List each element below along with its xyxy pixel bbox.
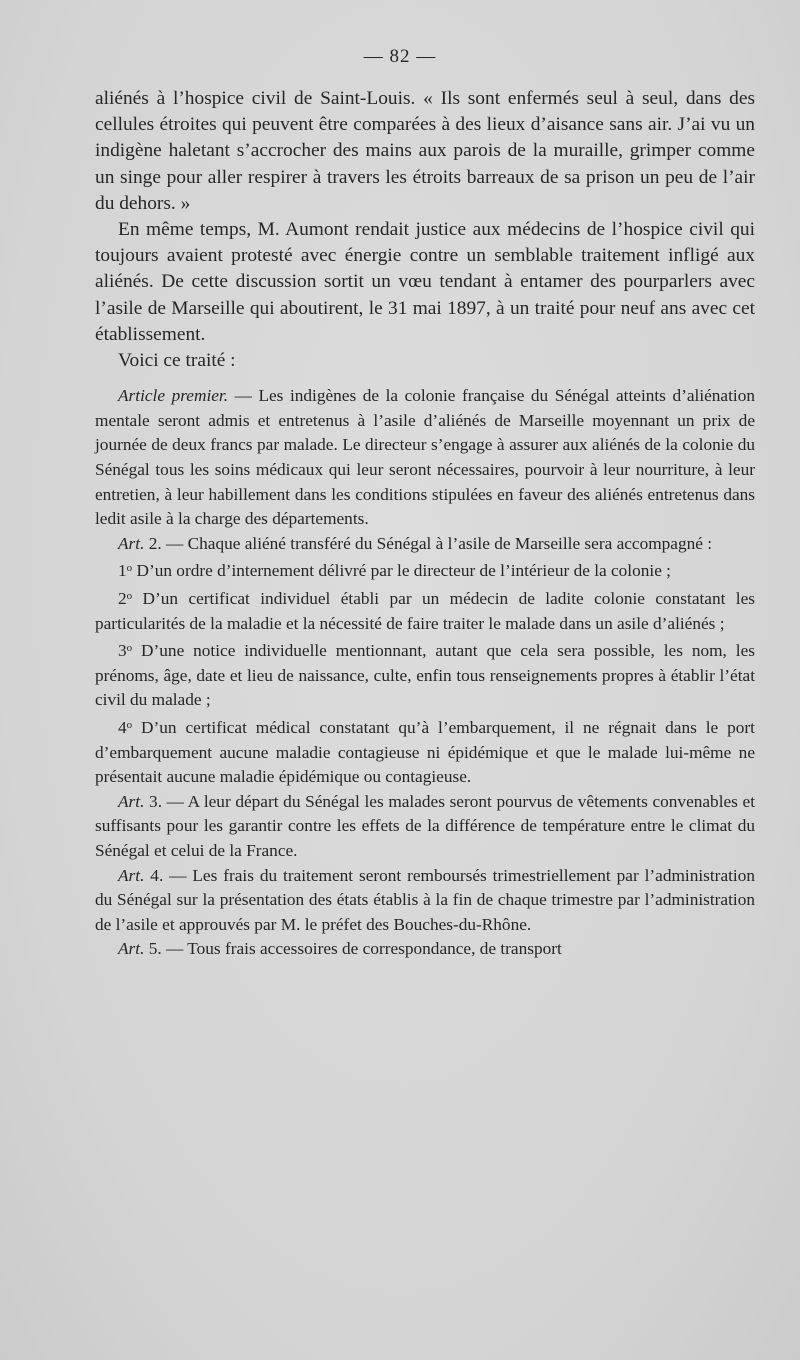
list-item-number: 1 <box>118 561 127 581</box>
page-number: — 82 — <box>363 46 437 67</box>
article-4-label: Art. <box>118 865 145 885</box>
list-item-number: 4 <box>118 717 127 737</box>
ordinal-mark: o <box>126 718 133 731</box>
list-item-1 <box>95 556 755 584</box>
list-item-4 <box>95 713 755 790</box>
article-5-label: Art. <box>118 939 145 959</box>
list-item-text: D’un certificat individuel établi par un médecin de ladite colonie constatant les particularités de la maladie et la nécessité de faire traiter le malade dans un asile d’aliénés ; <box>95 588 755 633</box>
article-1 <box>95 384 755 532</box>
article-5-text: — Tous frais accessoires de correspondance, de transport <box>161 939 562 959</box>
section-gap <box>95 374 755 384</box>
page-body <box>95 86 755 962</box>
list-item-text: D’une notice individuelle mentionnant, autant que cela sera possible, les nom, les prénoms, âge, date et lieu de naissance, culte, enfin tous renseignements propres à établir l’état civil du malade ; <box>95 641 755 710</box>
article-2 <box>95 532 755 557</box>
article-3 <box>95 790 755 864</box>
article-2-number: 2. <box>144 533 162 553</box>
list-item-text: D’un certificat médical constatant qu’à l’embarquement, il ne régnait dans le port d’embarquement aucune maladie contagieuse ni épidémique et que le malade lui-même ne présentait aucune maladie épidémique ou contagieuse. <box>95 717 755 787</box>
article-3-text: — A leur départ du Sénégal les malades seront pourvus de vêtements convenables et suffisants pour les garantir contre les effets de la différence de température entre le climat du Sénégal et celui de la France. <box>95 791 756 860</box>
ordinal-mark: o <box>126 642 133 655</box>
article-3-number: 3. <box>144 791 163 811</box>
article-1-text: — Les indigènes de la colonie française du Sénégal atteints d’aliénation mentale seront admis et entretenus à l’asile d’aliénés de Marseille moyennant un prix de journée de deux francs par malade. Le directeur s’engage à assurer aux aliénés de la colonie du Sénégal tous les soins médicaux qui leur seront nécessaires, pourvoir à leur nourriture, à leur entretien, à leur habillement dans les conditions stipulées en faveur des aliénés entretenus dans ledit asile à la charge des départements. <box>95 386 755 529</box>
article-4-number: 4. <box>144 865 164 885</box>
ordinal-mark: o <box>126 562 133 575</box>
intro-paragraph-2: En même temps, M. Aumont rendait justice aux médecins de l’hospice civil qui toujours avaient protesté avec énergie contre un semblable traitement infligé aux aliénés. De cette discussion sortit un vœu tendant à entamer des pourparlers avec l’asile de Marseille qui aboutirent, le 31 mai 1897, à un traité pour neuf ans avec cet établissement. <box>95 219 755 345</box>
list-item-number: 2 <box>118 588 127 608</box>
intro-section <box>95 86 755 374</box>
article-4 <box>95 864 755 938</box>
article-3-label: Art. <box>118 791 145 811</box>
article-2-label: Art. <box>118 533 145 553</box>
treaty-section <box>95 384 755 962</box>
list-item-3 <box>95 636 755 713</box>
article-1-label: Article premier. <box>118 386 229 406</box>
article-2-text: — Chaque aliéné transféré du Sénégal à l’asile de Marseille sera accompagné : <box>161 533 713 553</box>
list-item-2 <box>95 584 755 636</box>
intro-paragraph-3: Voici ce traité : <box>118 350 236 372</box>
ordinal-mark: o <box>126 589 133 602</box>
article-4-text: — Les frais du traitement seront remboursés trimestriellement par l’administration du Sénégal sur la présentation des états établis à la fin de chaque trimestre par l’administration de l’asile et approuvés par M. le préfet des Bouches-du-Rhône. <box>95 865 755 934</box>
article-5-number: 5. <box>144 939 162 959</box>
list-item-number: 3 <box>118 641 127 661</box>
article-5 <box>95 937 755 962</box>
intro-paragraph-1: aliénés à l’hospice civil de Saint-Louis. « Ils sont enfermés seul à seul, dans des cellules étroites qui peuvent être comparées à des lieux d’aisance sans air. J’ai vu un indigène haletant s’accrocher des mains aux parois de la muraille, grimper comme un singe pour aller respirer à travers les étroits barreaux de sa prison un peu de l’air du dehors. » <box>95 88 755 214</box>
list-item-text: D’un ordre d’internement délivré par le directeur de l’intérieur de la colonie ; <box>132 561 671 581</box>
